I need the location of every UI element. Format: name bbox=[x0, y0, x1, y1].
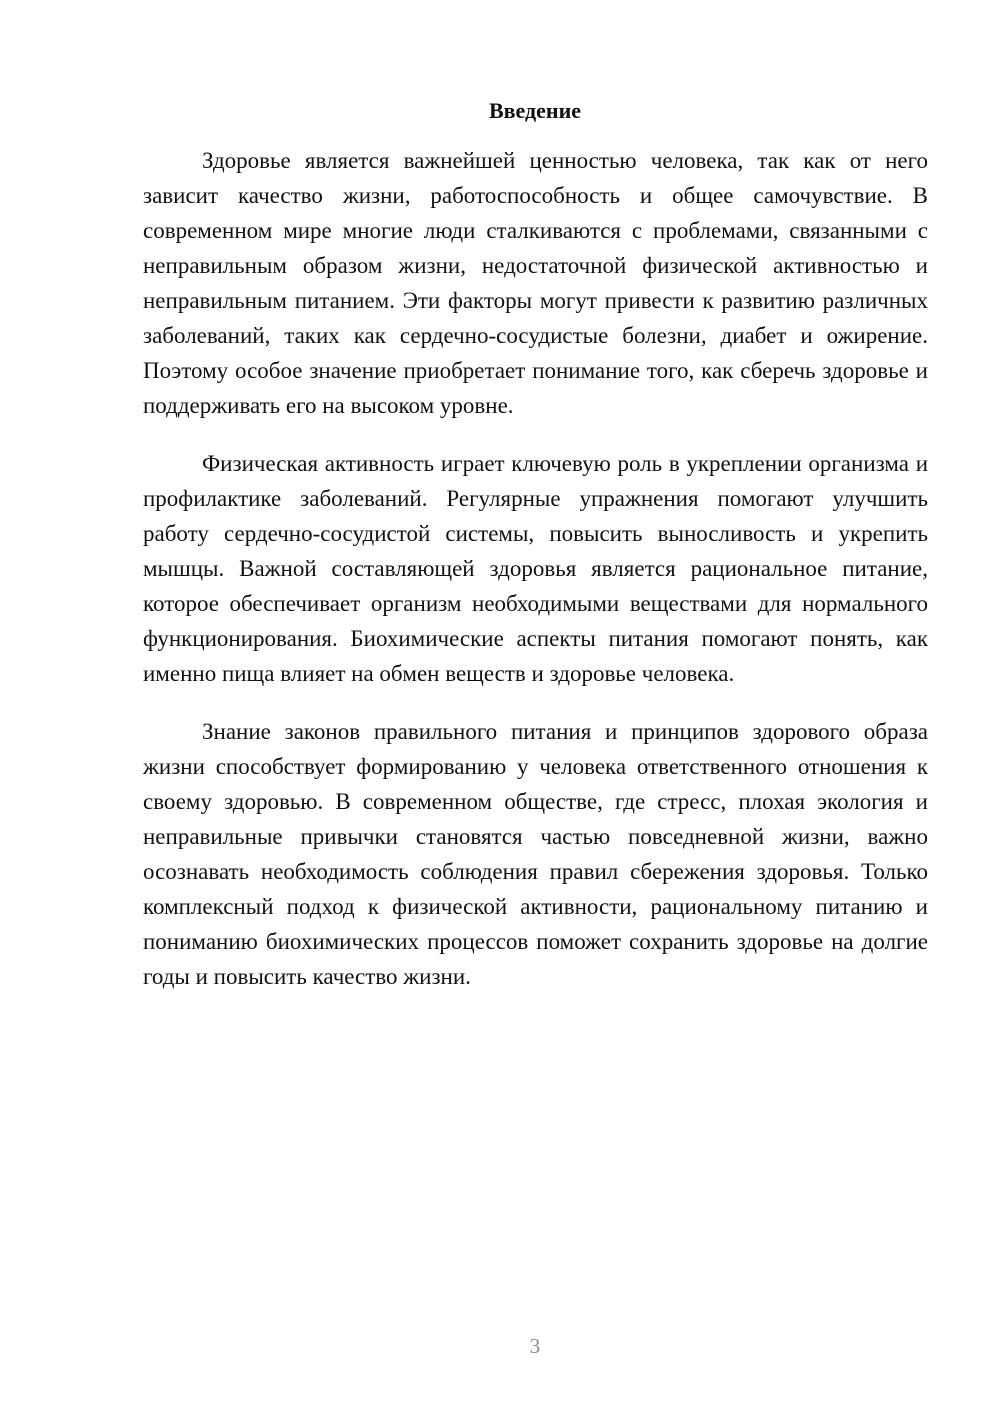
paragraph-2: Физическая активность играет ключевую роль в укреплении организма и профилактике заболеваний. Регулярные упражнения помогают улучшить работу сердечно-сосудистой системы, повысить выносливость и укрепить мышцы. Важной составляющей здоровья является рациональное питание, которое обеспечивает организм необходимыми веществами для нормального функционирования. Биохимические аспекты питания помогают понять, как именно пища влияет на обмен веществ и здоровье человека. bbox=[143, 451, 928, 686]
paragraph-3: Знание законов правильного питания и принципов здорового образа жизни способствует формированию у человека ответственного отношения к своему здоровью. В современном обществе, где стресс, плохая экология и неправильные привычки становятся частью повседневной жизни, важно осознавать необходимость соблюдения правил сбережения здоровья. Только комплексный подход к физической активности, рациональному питанию и пониманию биохимических процессов поможет сохранить здоровье на долгие годы и повысить качество жизни. bbox=[143, 719, 928, 989]
paragraph-1: Здоровье является важнейшей ценностью человека, так как от него зависит качество жизни, работоспособность и общее самочувствие. В современном мире многие люди сталкиваются с проблемами, связанными с неправильным образом жизни, недостаточной физической активностью и неправильным питанием. Эти факторы могут привести к развитию различных заболеваний, таких как сердечно-сосудистые болезни, диабет и ожирение. Поэтому особое значение приобретает понимание того, как сберечь здоровье и поддерживать его на высоком уровне. bbox=[143, 148, 928, 418]
section-heading: Введение bbox=[488, 98, 582, 123]
body-text bbox=[143, 143, 928, 1017]
page-number: 3 bbox=[529, 1334, 541, 1358]
